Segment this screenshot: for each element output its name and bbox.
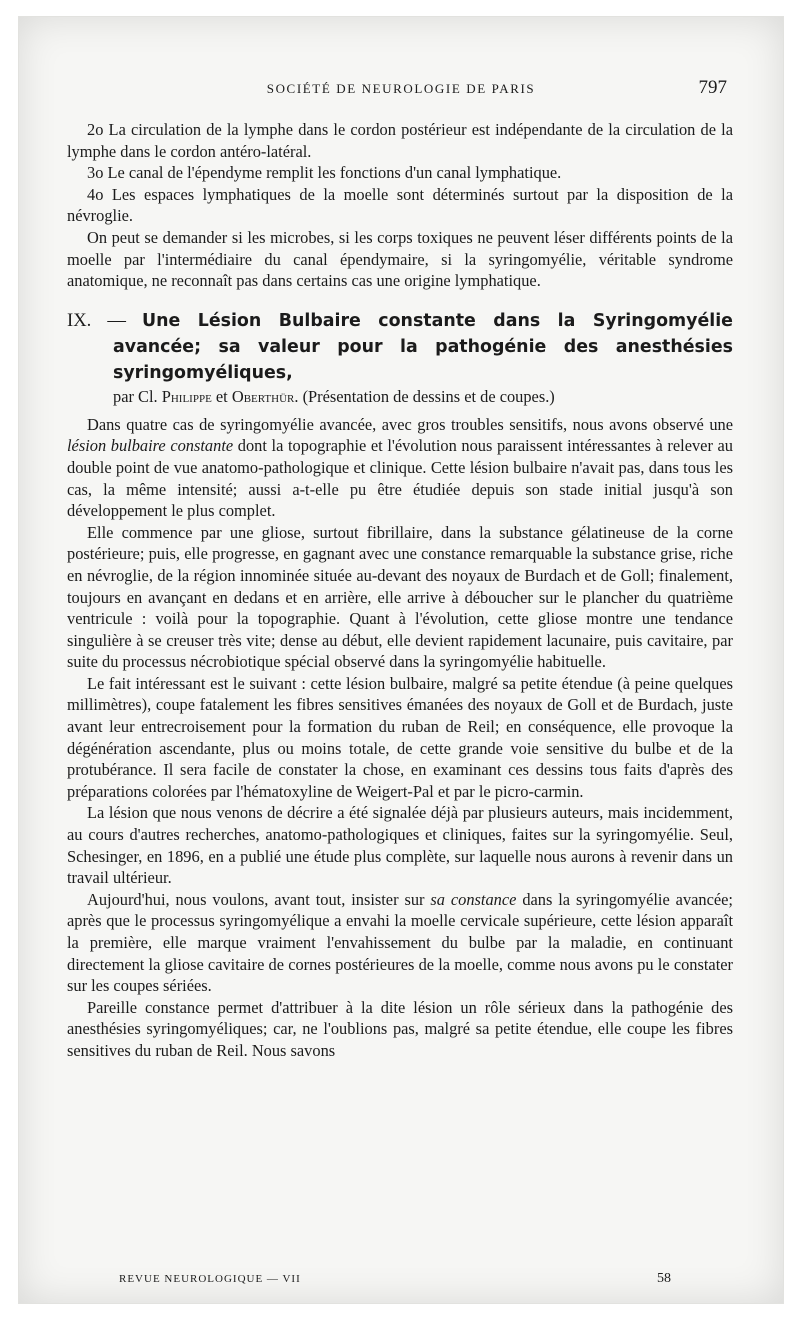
author-philippe: Philippe [161,386,212,406]
page-footer [19,1271,783,1291]
authors-prefix: par Cl. [113,386,158,406]
page-header [19,77,783,101]
paragraph-prior-reports: La lésion que nous venons de décrire a été signalée déjà par plusieurs auteurs, mais incidemment, au cours d'autres recherches, anatomo-pathologiques et cliniques, faites sur la syringomyélie. Seul, Schesinger, en 1896, en a publié une étude plus complète, sur laquelle nous aurons à revenir dans un travail ultérieur. [67,803,733,888]
document-page [18,16,784,1304]
paragraph-observation [67,414,733,522]
page-body [67,119,733,1062]
section-authors [67,386,733,408]
paragraph-closing-question: On peut se demander si les microbes, si les corps toxiques ne peuvent léser différents points de la moelle par l'intermédiaire du canal épendymaire, si la syringomyélie, véritable syndrome anatomique, ne reconnaît pas dans certains cas une origine lymphatique. [67,227,733,291]
paragraph-interesting-fact: Le fait intéressant est le suivant : cette lésion bulbaire, malgré sa petite étendue (à peine quelques millimètres), coupe fatalement les fibres sensitives émanées des noyaux de Goll et de Burdach, juste avant leur entrecroisement pour la formation du ruban de Reil; en conséquence, elle provoque la dégénération ascendante, plus ou moins totale, de cette grande voie sensitive du bulbe et de la protubérance. Il sera facile de constater la chose, en examinant ces dessins tous faits d'après des préparations colorées par l'hématoxyline de Weigert-Pal et par le picro-carmin. [67,673,733,801]
constance-text-end: dans la syringomyélie avancée; après que le processus syringomyélique a envahi la moelle cervicale supérieure, cette lésion apparaît la première, elle marque vraiment l'envahissement du bulbe par la maladie, en continuant directement la gliose cavitaire de cornes postérieures de la moelle, comme nous avons pu le constater sur les coupes sériées. [67,889,733,996]
section-number: IX. — [67,309,126,331]
paragraph-point-3: 3o Le canal de l'épendyme remplit les fonctions d'un canal lymphatique. [87,163,562,183]
observation-text-end: dont la topographie et l'évolution nous paraissent intéressantes à relever au double point de vue anatomo-pathologique et clinique. Cette lésion bulbaire n'avait pas, dans tous les cas, la même intensité; aussi a-t-elle pu être étudiée depuis son stade initial jusqu'à son développement le plus complet. [67,436,733,521]
paragraph-topography: Elle commence par une gliose, surtout fibrillaire, dans la substance gélatineuse de la corne postérieure; puis, elle progresse, en gagnant avec une constance remarquable la substance grise, riche en névroglie, de la région innominée située au-devant des noyaux de Burdach et de Goll; finalement, toujours en avançant en dedans et en arrière, elle arrive à déboucher sur le plancher du quatrième ventricule : voilà pour la topographie. Quant à l'évolution, cette gliose montre une tendance singulière à se creuser très vite; dense au début, elle devient rapidement lacunaire, puis cavitaire, par suite du processus nécrobiotique spécial observé dans la syringomyélie habituelle. [67,522,733,672]
author-oberthur: Oberthür. [231,386,299,406]
section-title: Une Lésion Bulbaire constante dans la Syringomyélie avancée; sa valeur pour la pathogénie des anesthésies syringomyéliques, [113,310,733,383]
paragraph-pathogenesis: Pareille constance permet d'attribuer à la dite lésion un rôle sérieux dans la pathogénie des anesthésies syringomyéliques; car, ne l'oublions pas, malgré sa petite étendue, elle coupe les fibres sensitives du ruban de Reil. Nous savons [67,997,733,1060]
running-title: SOCIÉTÉ DE NEUROLOGIE DE PARIS [266,81,536,96]
paragraph-constance [67,889,733,997]
observation-emphasis: lésion bulbaire constante [67,436,234,456]
paragraph-point-2: 2o La circulation de la lymphe dans le cordon postérieur est indépendante de la circulation de la lymphe dans le cordon antéro-latéral. [67,120,733,161]
constance-emphasis: sa constance [430,889,517,909]
section-heading [67,308,733,408]
footer-signature: 58 [657,1271,671,1286]
paragraph-point-4: 4o Les espaces lymphatiques de la moelle sont déterminés surtout par la disposition de la névroglie. [67,184,733,226]
constance-text-start: Aujourd'hui, nous voulons, avant tout, insister sur [87,889,425,909]
observation-text-start: Dans quatre cas de syringomyélie avancée, avec gros troubles sensitifs, nous avons observé une [87,414,733,434]
authors-conjunction: et [215,386,228,406]
footer-journal: REVUE NEUROLOGIQUE — VII [119,1273,301,1285]
presentation-note: (Présentation de dessins et de coupes.) [302,386,555,406]
page-number: 797 [698,77,727,98]
